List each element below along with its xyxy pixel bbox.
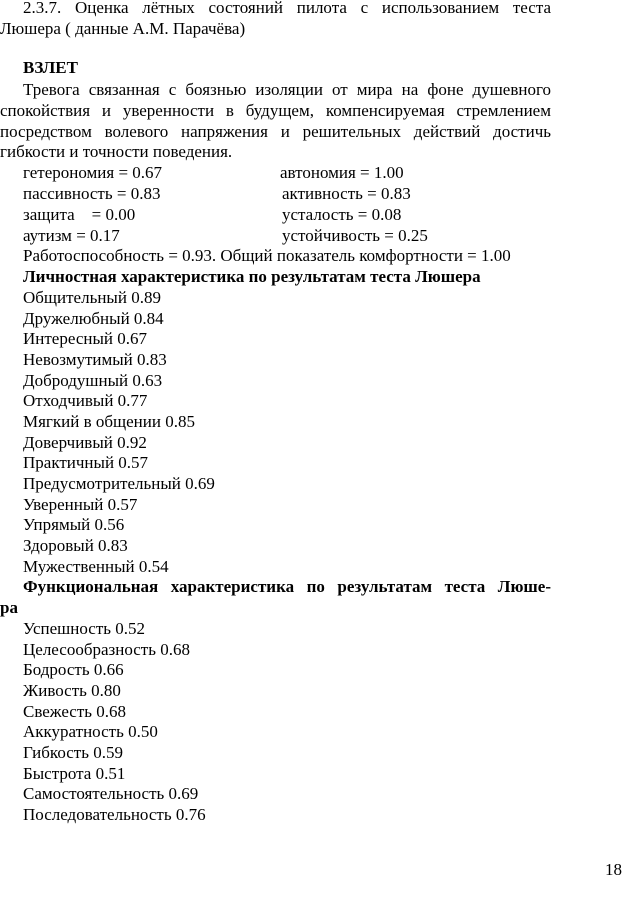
- section-heading-line-2: Люшера ( данные А.М. Парачёва): [0, 19, 246, 38]
- indicator-activity: активность = 0.83: [282, 184, 411, 203]
- indicator-heteronomy: гетерономия = 0.67: [23, 163, 163, 182]
- functional-item: Целесообразность 0.68: [23, 640, 190, 659]
- functional-title-line-1: Функциональная характеристика по результатам теста Люше-: [23, 577, 551, 596]
- takeoff-description-line-4: гибкости и точности поведения.: [0, 142, 233, 161]
- section-heading-line-1: 2.3.7. Оценка лётных состояний пилота с использованием теста: [23, 0, 551, 17]
- functional-item: Живость 0.80: [23, 681, 121, 700]
- functional-item: Гибкость 0.59: [23, 743, 123, 762]
- personal-item: Мягкий в общении 0.85: [23, 412, 195, 431]
- functional-item: Свежесть 0.68: [23, 702, 127, 721]
- personal-item: Отходчивый 0.77: [23, 391, 148, 410]
- functional-item: Самостоятельность 0.69: [23, 784, 199, 803]
- functional-item: Быстрота 0.51: [23, 764, 126, 783]
- personal-item: Здоровый 0.83: [23, 536, 128, 555]
- indicator-fatigue: усталость = 0.08: [282, 205, 402, 224]
- personal-item: Уверенный 0.57: [23, 495, 138, 514]
- takeoff-description-line-3: посредством волевого напряжения и решительных действий достичь: [0, 122, 551, 141]
- functional-item: Аккуратность 0.50: [23, 722, 158, 741]
- personal-item: Интересный 0.67: [23, 329, 147, 348]
- personal-item: Предусмотрительный 0.69: [23, 474, 215, 493]
- personal-item: Дружелюбный 0.84: [23, 309, 164, 328]
- indicator-stability: устойчивость = 0.25: [282, 226, 428, 245]
- personal-item: Упрямый 0.56: [23, 515, 125, 534]
- functional-item: Бодрость 0.66: [23, 660, 124, 679]
- functional-item: Последовательность 0.76: [23, 805, 206, 824]
- takeoff-description-line-1: Тревога связанная с боязнью изоляции от мира на фоне душевного: [23, 80, 551, 99]
- personal-item: Общительный 0.89: [23, 288, 161, 307]
- indicator-protection: защита = 0.00: [23, 205, 136, 224]
- functional-item: Успешность 0.52: [23, 619, 146, 638]
- personal-item: Невозмутимый 0.83: [23, 350, 167, 369]
- indicator-autism: аутизм = 0.17: [23, 226, 120, 245]
- takeoff-description-line-2: спокойствия и уверенности в будущем, компенсируемая стремлением: [0, 101, 551, 120]
- functional-title-line-2: ра: [0, 598, 18, 617]
- page-number: 18: [605, 860, 622, 879]
- personal-item: Практичный 0.57: [23, 453, 149, 472]
- personal-item: Добродушный 0.63: [23, 371, 163, 390]
- personal-title: Личностная характеристика по результатам теста Люшера: [23, 267, 481, 286]
- indicator-autonomy: автономия = 1.00: [280, 163, 404, 182]
- takeoff-summary: Работоспособность = 0.93. Общий показатель комфортности = 1.00: [23, 246, 511, 265]
- personal-item: Мужественный 0.54: [23, 557, 169, 576]
- personal-item: Доверчивый 0.92: [23, 433, 147, 452]
- indicator-passivity: пассивность = 0.83: [23, 184, 161, 203]
- takeoff-title: ВЗЛЕТ: [23, 58, 78, 77]
